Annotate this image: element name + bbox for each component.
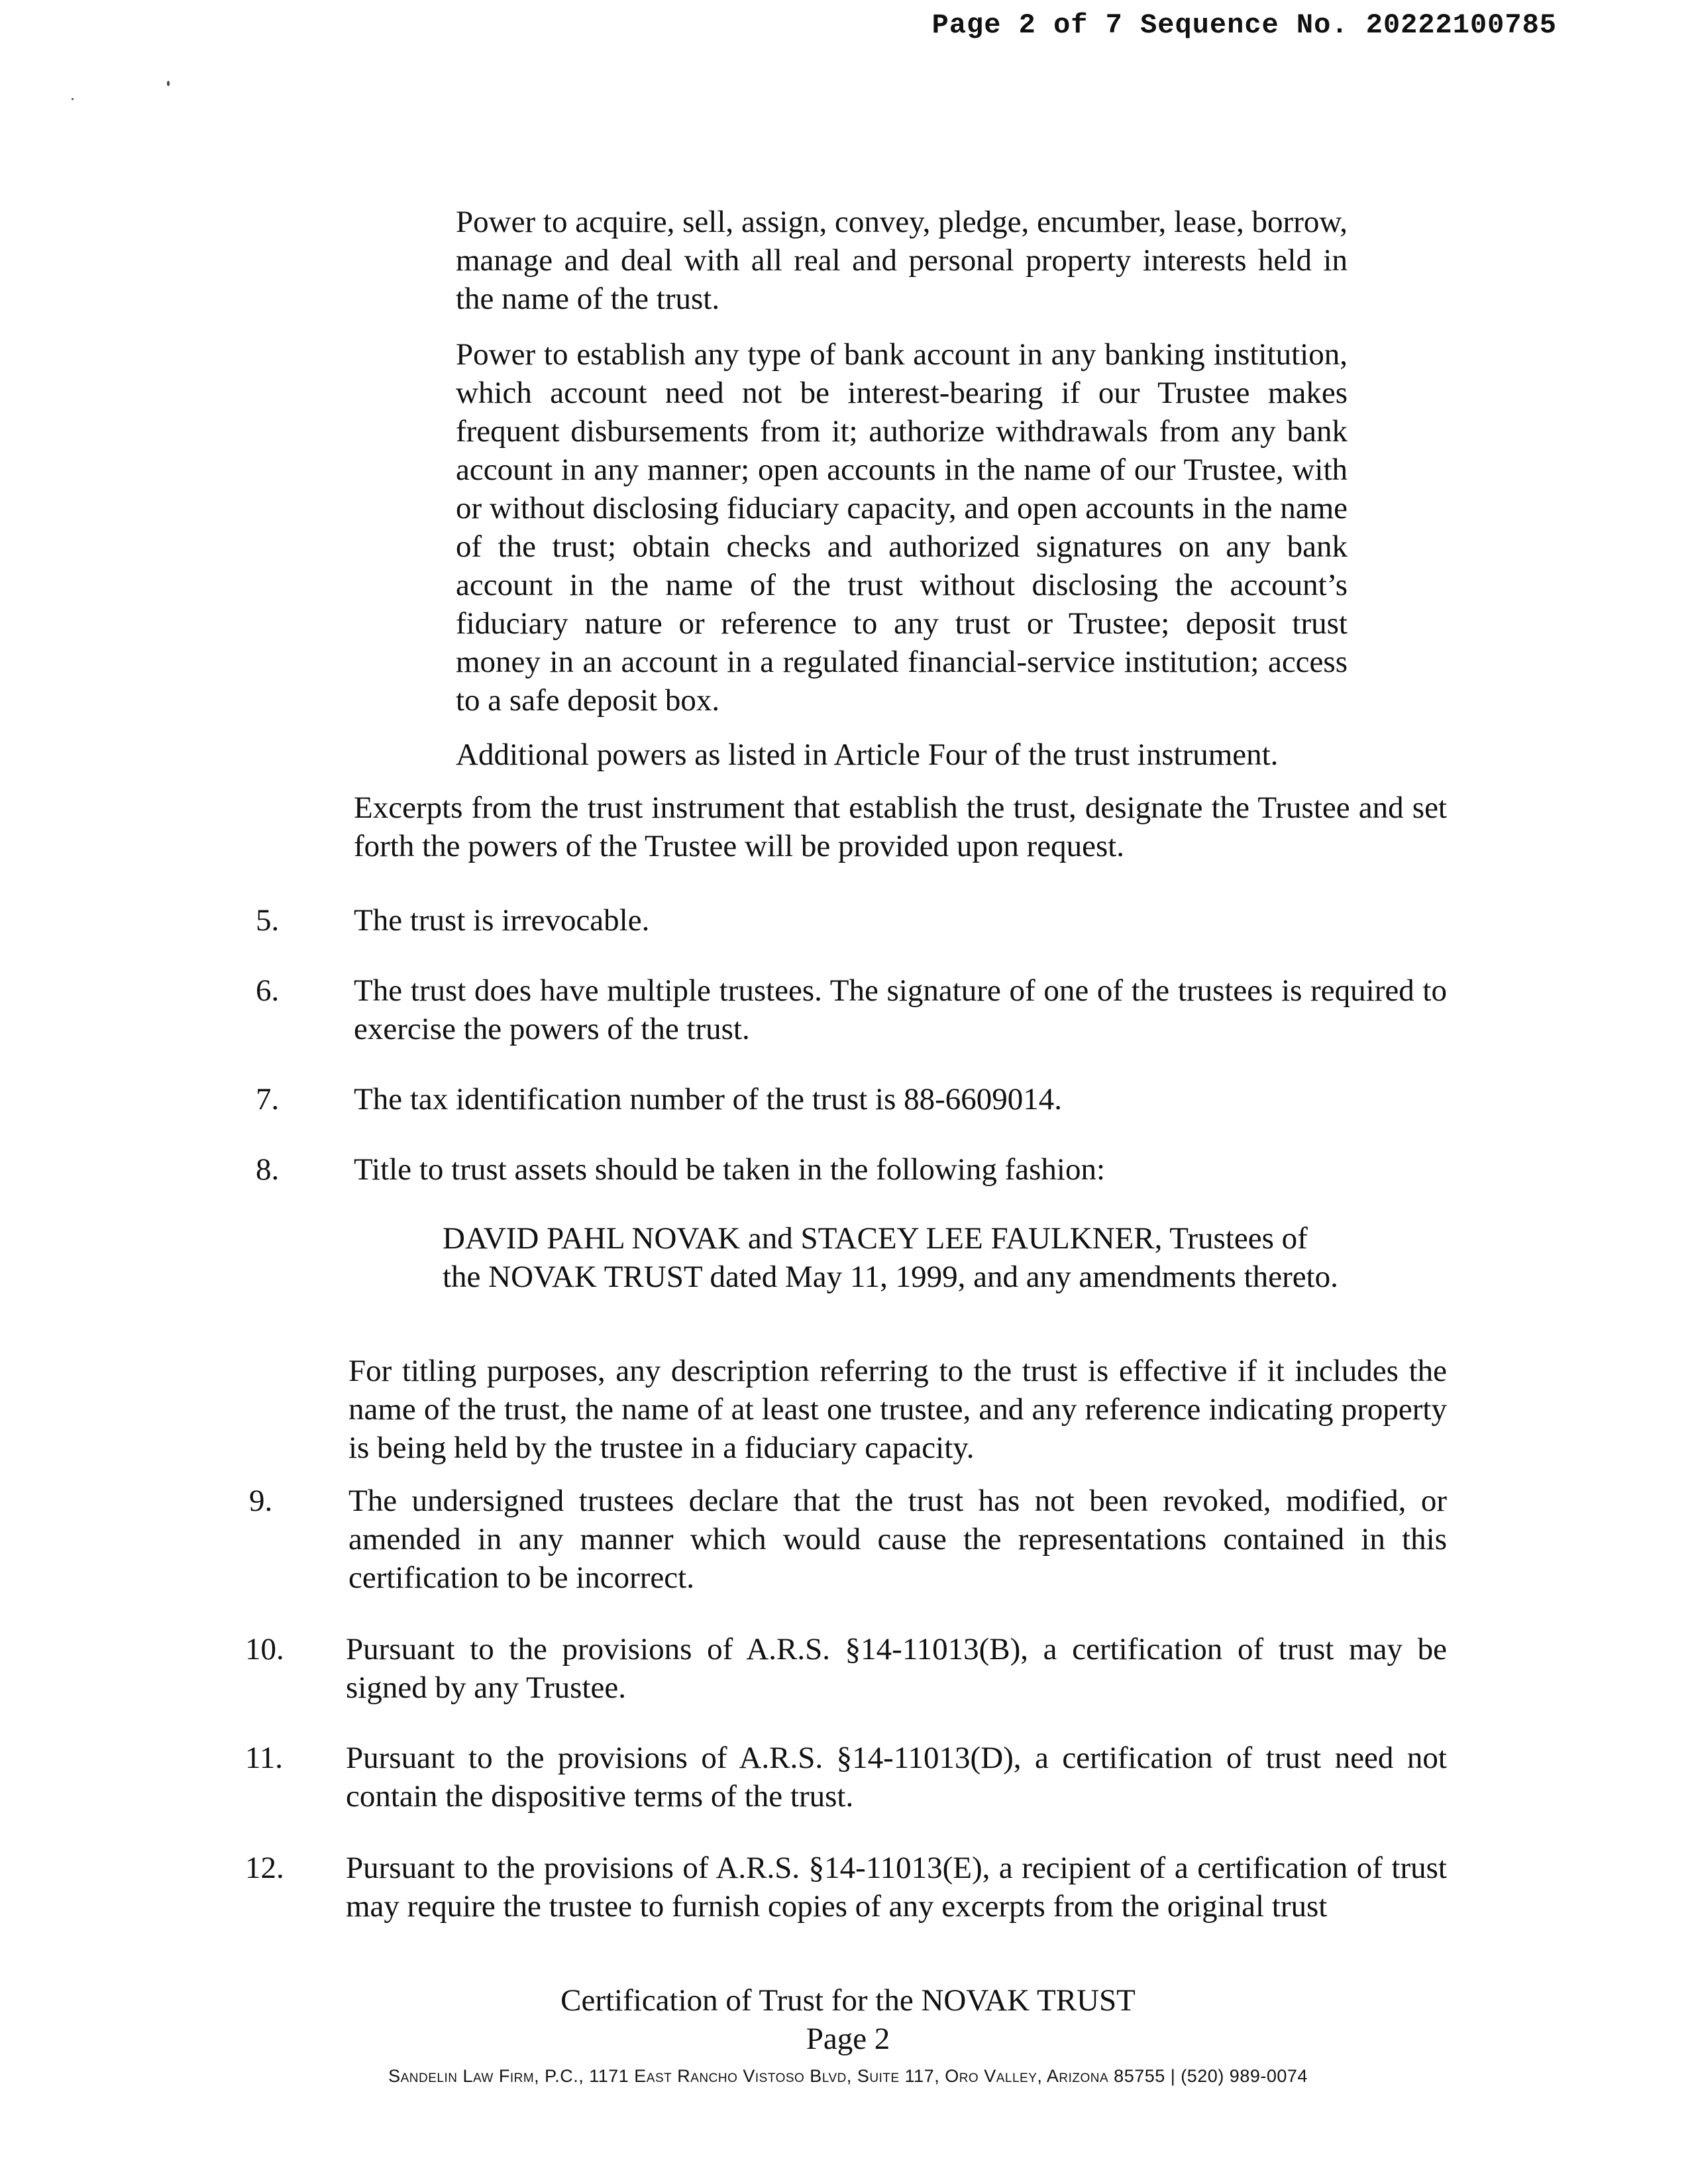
item-number: 11. [245,1741,284,1775]
sequence-stamp: Page 2 of 7 Sequence No. 20222100785 [931,9,1557,41]
footer-title: Certification of Trust for the NOVAK TRUST [560,1983,1136,2018]
item-12-text: Pursuant to the provisions of A.R.S. §14-11013(E), a recipient of a certification of trust may require the trustee to furnish copies of any excerpts from the original trust [346,1851,1447,1924]
excerpts-note: Excerpts from the trust instrument that establish the trust, designate the Trustee and set forth the powers of the Trustee will be provided upon request. [354,791,1447,863]
item-number: 6. [256,973,280,1008]
item-number: 8. [256,1152,280,1187]
power-paragraph-3: Additional powers as listed in Article Four of the trust instrument. [456,737,1279,772]
scan-speck [167,81,170,86]
item-10-text: Pursuant to the provisions of A.R.S. §14-11013(B), a certification of trust may be signed by any Trustee. [346,1632,1447,1705]
item-11-text: Pursuant to the provisions of A.R.S. §14-11013(D), a certification of trust need not contain the dispositive terms of the trust. [346,1741,1447,1814]
footer-page-number: Page 2 [806,2022,890,2056]
item-number: 5. [256,903,280,938]
item-9-text: The undersigned trustees declare that the trust has not been revoked, modified, or amended in any manner which would cause the representations contained in this certification to be incorrect. [348,1484,1447,1595]
footer-firm-address: Sandelin Law Firm, P.C., 1171 East Rancho Vistoso Blvd, Suite 117, Oro Valley, Arizona 85755 | (520) 989-0074 [388,2066,1308,2086]
item-6-text: The trust does have multiple trustees. The signature of one of the trustees is required to exercise the powers of the trust. [354,973,1447,1046]
power-paragraph-2: Power to establish any type of bank account in any banking institution, which account need not be interest-bearing if our Trustee makes frequent disbursements from it; authorize withdrawals from any bank account in any manner; open accounts in the name of our Trustee, with or without disclosing fiduciary capacity, and open accounts in the name of the trust; obtain checks and authorized signatures on any bank account in the name of the trust without disclosing the account’s fiduciary nature or reference to any trust or Trustee; deposit trust money in an account in a regulated financial-service institution; access to a safe deposit box. [456,337,1348,718]
item-number: 9. [249,1484,273,1518]
scan-speck [72,98,74,100]
item-number: 12. [245,1851,284,1885]
title-block: DAVID PAHL NOVAK and STACEY LEE FAULKNER, Trustees of the NOVAK TRUST dated May 11, 1999, and any amendments thereto. [443,1221,1338,1294]
item-8-text: Title to trust assets should be taken in the following fashion: [354,1152,1106,1187]
item-7-text: The tax identification number of the trust is 88-6609014. [354,1082,1063,1117]
item-number: 7. [256,1082,280,1117]
item-5-text: The trust is irrevocable. [354,903,650,938]
item-number: 10. [245,1632,284,1666]
titling-note: For titling purposes, any description referring to the trust is effective if it includes the name of the trust, the name of at least one trustee, and any reference indicating property is being held by the trustee in a fiduciary capacity. [348,1354,1447,1465]
power-paragraph-1: Power to acquire, sell, assign, convey, pledge, encumber, lease, borrow, manage and deal with all real and personal property interests held in the name of the trust. [456,205,1348,316]
